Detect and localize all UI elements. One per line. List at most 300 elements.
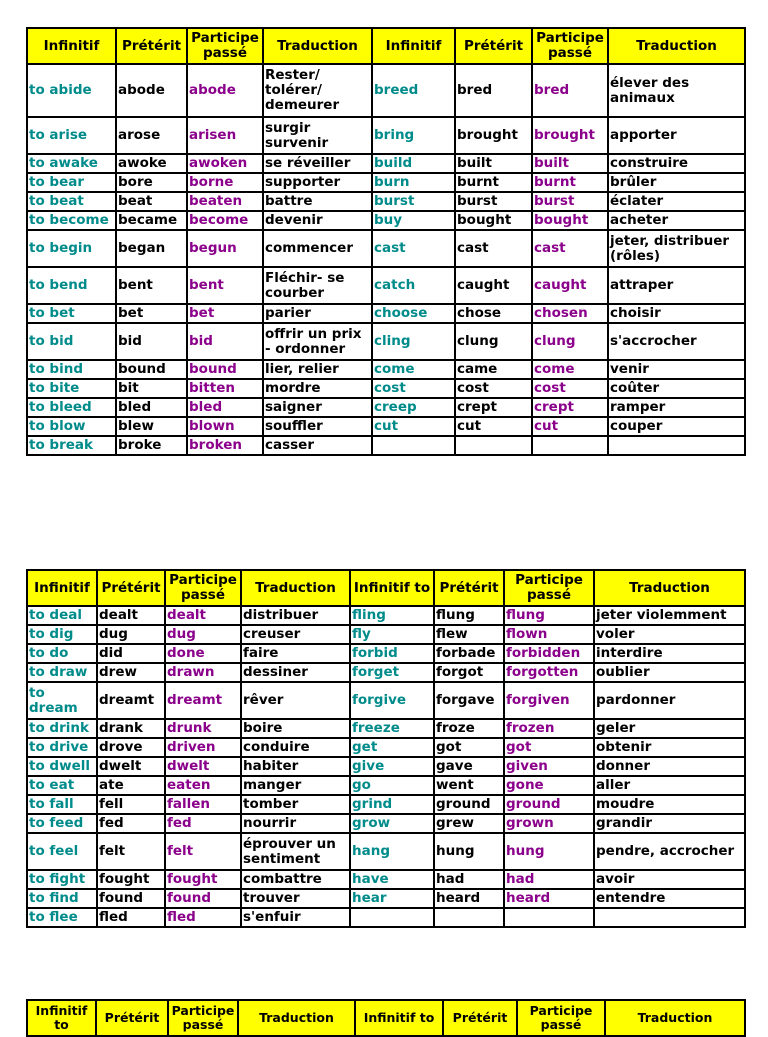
cell-past-participle: cast	[532, 230, 608, 267]
cell-infinitive	[372, 436, 455, 455]
cell-infinitive: to bend	[27, 267, 116, 304]
cell-past-participle: forgotten	[504, 663, 594, 682]
cell-past-participle	[532, 436, 608, 455]
cell-translation: choisir	[608, 304, 745, 323]
cell-infinitive: hang	[350, 833, 434, 870]
table-row	[27, 738, 745, 757]
header-preterit: Prétérit	[443, 1000, 517, 1036]
table-row	[27, 625, 745, 644]
cell-translation: attraper	[608, 267, 745, 304]
cell-past-participle: given	[504, 757, 594, 776]
cell-translation: geler	[594, 719, 745, 738]
cell-infinitive: to abide	[27, 64, 116, 117]
cell-preterit: flew	[434, 625, 504, 644]
cell-preterit: bit	[116, 379, 187, 398]
cell-translation: entendre	[594, 889, 745, 908]
cell-translation: donner	[594, 757, 745, 776]
cell-infinitive: to draw	[27, 663, 97, 682]
cell-past-participle: burst	[532, 192, 608, 211]
cell-past-participle: got	[504, 738, 594, 757]
cell-past-participle	[504, 908, 594, 927]
cell-past-participle: awoken	[187, 154, 263, 173]
cell-past-participle: had	[504, 870, 594, 889]
cell-past-participle: frozen	[504, 719, 594, 738]
cell-preterit: arose	[116, 117, 187, 154]
cell-preterit: gave	[434, 757, 504, 776]
cell-infinitive: to dig	[27, 625, 97, 644]
cell-infinitive: forgive	[350, 682, 434, 719]
cell-preterit: bid	[116, 323, 187, 360]
cell-infinitive: fly	[350, 625, 434, 644]
cell-preterit: awoke	[116, 154, 187, 173]
cell-past-participle: become	[187, 211, 263, 230]
cell-preterit: fell	[97, 795, 165, 814]
cell-preterit: bought	[455, 211, 532, 230]
cell-translation: battre	[263, 192, 372, 211]
cell-infinitive: to dream	[27, 682, 97, 719]
cell-translation: ramper	[608, 398, 745, 417]
cell-preterit: forbade	[434, 644, 504, 663]
header-translation: Traduction	[605, 1000, 745, 1036]
cell-preterit: forgave	[434, 682, 504, 719]
cell-past-participle: heard	[504, 889, 594, 908]
cell-preterit: froze	[434, 719, 504, 738]
header-past-participle: Participe passé	[517, 1000, 605, 1036]
cell-infinitive: forget	[350, 663, 434, 682]
cell-infinitive: have	[350, 870, 434, 889]
cell-past-participle: fought	[165, 870, 241, 889]
cell-infinitive: to bind	[27, 360, 116, 379]
cell-preterit: cost	[455, 379, 532, 398]
cell-infinitive: build	[372, 154, 455, 173]
table-header-row	[27, 28, 745, 64]
table-row	[27, 417, 745, 436]
header-translation: Traduction	[241, 570, 350, 606]
cell-preterit: built	[455, 154, 532, 173]
cell-past-participle: done	[165, 644, 241, 663]
cell-infinitive: to beat	[27, 192, 116, 211]
cell-translation: s'enfuir	[241, 908, 350, 927]
cell-infinitive: to drive	[27, 738, 97, 757]
cell-past-participle: grown	[504, 814, 594, 833]
cell-translation	[608, 436, 745, 455]
cell-infinitive: fling	[350, 606, 434, 625]
cell-translation: faire	[241, 644, 350, 663]
cell-infinitive: cast	[372, 230, 455, 267]
header-preterit: Prétérit	[434, 570, 504, 606]
cell-past-participle: bid	[187, 323, 263, 360]
cell-translation	[594, 908, 745, 927]
cell-preterit: fed	[97, 814, 165, 833]
cell-preterit: forgot	[434, 663, 504, 682]
cell-translation: jeter, distribuer (rôles)	[608, 230, 745, 267]
cell-preterit: fought	[97, 870, 165, 889]
cell-translation: supporter	[263, 173, 372, 192]
cell-translation: coûter	[608, 379, 745, 398]
cell-translation: éclater	[608, 192, 745, 211]
cell-preterit: dug	[97, 625, 165, 644]
cell-past-participle: bet	[187, 304, 263, 323]
table-header-row	[27, 1000, 745, 1036]
cell-infinitive: to feel	[27, 833, 97, 870]
cell-infinitive: to become	[27, 211, 116, 230]
verb-table-1	[26, 27, 746, 456]
cell-translation: parier	[263, 304, 372, 323]
cell-past-participle: flung	[504, 606, 594, 625]
cell-past-participle: clung	[532, 323, 608, 360]
cell-translation: surgir survenir	[263, 117, 372, 154]
cell-preterit	[455, 436, 532, 455]
table-row	[27, 795, 745, 814]
cell-translation: saigner	[263, 398, 372, 417]
cell-infinitive: grow	[350, 814, 434, 833]
cell-past-participle: come	[532, 360, 608, 379]
cell-preterit: ground	[434, 795, 504, 814]
header-preterit: Prétérit	[455, 28, 532, 64]
cell-preterit: bent	[116, 267, 187, 304]
header-past-participle: Participe passé	[165, 570, 241, 606]
cell-infinitive: to bite	[27, 379, 116, 398]
header-translation: Traduction	[594, 570, 745, 606]
table-row	[27, 908, 745, 927]
cell-preterit: bled	[116, 398, 187, 417]
cell-translation: nourrir	[241, 814, 350, 833]
cell-preterit: brought	[455, 117, 532, 154]
table-row	[27, 173, 745, 192]
table-row	[27, 719, 745, 738]
cell-preterit: heard	[434, 889, 504, 908]
cell-translation: lier, relier	[263, 360, 372, 379]
header-past-participle: Participe passé	[504, 570, 594, 606]
cell-past-participle: burnt	[532, 173, 608, 192]
cell-past-participle: found	[165, 889, 241, 908]
cell-translation: jeter violemment	[594, 606, 745, 625]
cell-past-participle: borne	[187, 173, 263, 192]
cell-infinitive: to begin	[27, 230, 116, 267]
cell-translation: offrir un prix - ordonner	[263, 323, 372, 360]
cell-translation: Fléchir- se courber	[263, 267, 372, 304]
cell-infinitive: to do	[27, 644, 97, 663]
table-row	[27, 64, 745, 117]
cell-translation: commencer	[263, 230, 372, 267]
cell-translation: tomber	[241, 795, 350, 814]
cell-infinitive: choose	[372, 304, 455, 323]
cell-translation: pardonner	[594, 682, 745, 719]
table-row	[27, 323, 745, 360]
cell-past-participle: broken	[187, 436, 263, 455]
cell-infinitive: catch	[372, 267, 455, 304]
cell-infinitive: to blow	[27, 417, 116, 436]
cell-infinitive: to dwell	[27, 757, 97, 776]
cell-translation: devenir	[263, 211, 372, 230]
cell-past-participle: dreamt	[165, 682, 241, 719]
cell-translation: construire	[608, 154, 745, 173]
cell-translation: élever des animaux	[608, 64, 745, 117]
cell-infinitive: to feed	[27, 814, 97, 833]
cell-translation: avoir	[594, 870, 745, 889]
cell-past-participle: fed	[165, 814, 241, 833]
cell-past-participle: drawn	[165, 663, 241, 682]
cell-infinitive: forbid	[350, 644, 434, 663]
cell-preterit: flung	[434, 606, 504, 625]
cell-infinitive: to deal	[27, 606, 97, 625]
cell-infinitive: to eat	[27, 776, 97, 795]
header-past-participle: Participe passé	[532, 28, 608, 64]
header-infinitive: Infinitif to	[27, 1000, 96, 1036]
cell-preterit: began	[116, 230, 187, 267]
cell-translation: apporter	[608, 117, 745, 154]
cell-past-participle: arisen	[187, 117, 263, 154]
header-past-participle: Participe passé	[168, 1000, 238, 1036]
table-row	[27, 192, 745, 211]
cell-past-participle: abode	[187, 64, 263, 117]
cell-preterit: chose	[455, 304, 532, 323]
cell-preterit: bore	[116, 173, 187, 192]
cell-preterit: burnt	[455, 173, 532, 192]
cell-infinitive: burst	[372, 192, 455, 211]
cell-infinitive: cut	[372, 417, 455, 436]
table-row	[27, 663, 745, 682]
table-row	[27, 304, 745, 323]
cell-preterit: cast	[455, 230, 532, 267]
cell-past-participle: forgiven	[504, 682, 594, 719]
cell-infinitive: to flee	[27, 908, 97, 927]
cell-past-participle: begun	[187, 230, 263, 267]
cell-infinitive: to bear	[27, 173, 116, 192]
cell-infinitive: to bid	[27, 323, 116, 360]
cell-past-participle: bitten	[187, 379, 263, 398]
cell-infinitive: to awake	[27, 154, 116, 173]
cell-past-participle: flown	[504, 625, 594, 644]
cell-translation: Rester/ tolérer/ demeurer	[263, 64, 372, 117]
table-row	[27, 776, 745, 795]
cell-preterit: burst	[455, 192, 532, 211]
cell-past-participle: chosen	[532, 304, 608, 323]
cell-preterit: hung	[434, 833, 504, 870]
cell-translation: s'accrocher	[608, 323, 745, 360]
cell-infinitive: go	[350, 776, 434, 795]
cell-past-participle: bred	[532, 64, 608, 117]
header-preterit: Prétérit	[116, 28, 187, 64]
cell-translation: combattre	[241, 870, 350, 889]
cell-past-participle: cut	[532, 417, 608, 436]
cell-past-participle: ground	[504, 795, 594, 814]
cell-infinitive: grind	[350, 795, 434, 814]
cell-past-participle: dealt	[165, 606, 241, 625]
table-row	[27, 398, 745, 417]
cell-infinitive: freeze	[350, 719, 434, 738]
table-row	[27, 436, 745, 455]
cell-preterit: did	[97, 644, 165, 663]
cell-infinitive: creep	[372, 398, 455, 417]
cell-preterit: dreamt	[97, 682, 165, 719]
verb-table-3	[26, 999, 746, 1037]
table-row	[27, 154, 745, 173]
verb-table-2	[26, 569, 746, 928]
cell-preterit: bred	[455, 64, 532, 117]
table-row	[27, 682, 745, 719]
cell-preterit: broke	[116, 436, 187, 455]
header-infinitive: Infinitif	[27, 28, 116, 64]
cell-preterit: got	[434, 738, 504, 757]
cell-translation: pendre, accrocher	[594, 833, 745, 870]
header-preterit: Prétérit	[97, 570, 165, 606]
cell-translation: conduire	[241, 738, 350, 757]
table-row	[27, 379, 745, 398]
cell-translation: mordre	[263, 379, 372, 398]
cell-translation: dessiner	[241, 663, 350, 682]
cell-past-participle: brought	[532, 117, 608, 154]
cell-translation: obtenir	[594, 738, 745, 757]
cell-translation: casser	[263, 436, 372, 455]
cell-past-participle: crept	[532, 398, 608, 417]
cell-preterit: crept	[455, 398, 532, 417]
cell-preterit: grew	[434, 814, 504, 833]
table-row	[27, 889, 745, 908]
table-row	[27, 606, 745, 625]
cell-infinitive: get	[350, 738, 434, 757]
cell-translation: rêver	[241, 682, 350, 719]
cell-past-participle: forbidden	[504, 644, 594, 663]
header-translation: Traduction	[238, 1000, 355, 1036]
cell-infinitive: cost	[372, 379, 455, 398]
cell-translation: se réveiller	[263, 154, 372, 173]
cell-translation: trouver	[241, 889, 350, 908]
cell-preterit: abode	[116, 64, 187, 117]
cell-translation: creuser	[241, 625, 350, 644]
cell-preterit: drove	[97, 738, 165, 757]
cell-past-participle: dwelt	[165, 757, 241, 776]
header-infinitive: Infinitif to	[355, 1000, 443, 1036]
header-past-participle: Participe passé	[187, 28, 263, 64]
cell-infinitive: to arise	[27, 117, 116, 154]
cell-past-participle: eaten	[165, 776, 241, 795]
cell-infinitive	[350, 908, 434, 927]
cell-translation: acheter	[608, 211, 745, 230]
cell-past-participle: bought	[532, 211, 608, 230]
cell-preterit: went	[434, 776, 504, 795]
table-row	[27, 644, 745, 663]
cell-translation: brûler	[608, 173, 745, 192]
cell-translation: oublier	[594, 663, 745, 682]
cell-preterit: felt	[97, 833, 165, 870]
cell-past-participle: bent	[187, 267, 263, 304]
cell-past-participle: blown	[187, 417, 263, 436]
table-row	[27, 360, 745, 379]
cell-translation: grandir	[594, 814, 745, 833]
table-row	[27, 211, 745, 230]
cell-preterit: came	[455, 360, 532, 379]
cell-infinitive: to find	[27, 889, 97, 908]
cell-preterit: caught	[455, 267, 532, 304]
cell-preterit: ate	[97, 776, 165, 795]
cell-preterit: blew	[116, 417, 187, 436]
cell-past-participle: caught	[532, 267, 608, 304]
cell-preterit: cut	[455, 417, 532, 436]
cell-preterit: dwelt	[97, 757, 165, 776]
cell-infinitive: hear	[350, 889, 434, 908]
table-row	[27, 757, 745, 776]
cell-infinitive: to fight	[27, 870, 97, 889]
cell-translation: moudre	[594, 795, 745, 814]
cell-preterit: fled	[97, 908, 165, 927]
cell-preterit: beat	[116, 192, 187, 211]
table-row	[27, 267, 745, 304]
cell-past-participle: drunk	[165, 719, 241, 738]
cell-preterit: bound	[116, 360, 187, 379]
cell-translation: habiter	[241, 757, 350, 776]
cell-infinitive: to break	[27, 436, 116, 455]
cell-infinitive: bring	[372, 117, 455, 154]
cell-past-participle: dug	[165, 625, 241, 644]
cell-preterit: had	[434, 870, 504, 889]
cell-preterit: drank	[97, 719, 165, 738]
cell-past-participle: driven	[165, 738, 241, 757]
cell-translation: aller	[594, 776, 745, 795]
cell-past-participle: beaten	[187, 192, 263, 211]
table-row	[27, 230, 745, 267]
cell-preterit: became	[116, 211, 187, 230]
cell-infinitive: cling	[372, 323, 455, 360]
cell-past-participle: built	[532, 154, 608, 173]
cell-infinitive: to drink	[27, 719, 97, 738]
cell-preterit: found	[97, 889, 165, 908]
table-row	[27, 870, 745, 889]
table-row	[27, 117, 745, 154]
cell-infinitive: buy	[372, 211, 455, 230]
cell-preterit: dealt	[97, 606, 165, 625]
header-infinitive: Infinitif to	[350, 570, 434, 606]
cell-past-participle: cost	[532, 379, 608, 398]
cell-translation: distribuer	[241, 606, 350, 625]
cell-translation: interdire	[594, 644, 745, 663]
cell-translation: voler	[594, 625, 745, 644]
table-row	[27, 833, 745, 870]
header-infinitive: Infinitif	[27, 570, 97, 606]
table-header-row	[27, 570, 745, 606]
cell-translation: boire	[241, 719, 350, 738]
cell-infinitive: to bet	[27, 304, 116, 323]
cell-preterit: clung	[455, 323, 532, 360]
cell-translation: éprouver un sentiment	[241, 833, 350, 870]
cell-past-participle: bound	[187, 360, 263, 379]
cell-translation: couper	[608, 417, 745, 436]
cell-preterit	[434, 908, 504, 927]
cell-past-participle: gone	[504, 776, 594, 795]
cell-infinitive: breed	[372, 64, 455, 117]
cell-past-participle: felt	[165, 833, 241, 870]
cell-infinitive: burn	[372, 173, 455, 192]
cell-translation: manger	[241, 776, 350, 795]
cell-translation: souffler	[263, 417, 372, 436]
table-row	[27, 814, 745, 833]
cell-infinitive: give	[350, 757, 434, 776]
cell-preterit: drew	[97, 663, 165, 682]
cell-infinitive: to fall	[27, 795, 97, 814]
cell-infinitive: come	[372, 360, 455, 379]
cell-past-participle: fled	[165, 908, 241, 927]
header-preterit: Prétérit	[96, 1000, 168, 1036]
cell-past-participle: bled	[187, 398, 263, 417]
header-translation: Traduction	[608, 28, 745, 64]
cell-infinitive: to bleed	[27, 398, 116, 417]
cell-preterit: bet	[116, 304, 187, 323]
cell-translation: venir	[608, 360, 745, 379]
cell-past-participle: fallen	[165, 795, 241, 814]
cell-past-participle: hung	[504, 833, 594, 870]
header-infinitive: Infinitif	[372, 28, 455, 64]
header-translation: Traduction	[263, 28, 372, 64]
